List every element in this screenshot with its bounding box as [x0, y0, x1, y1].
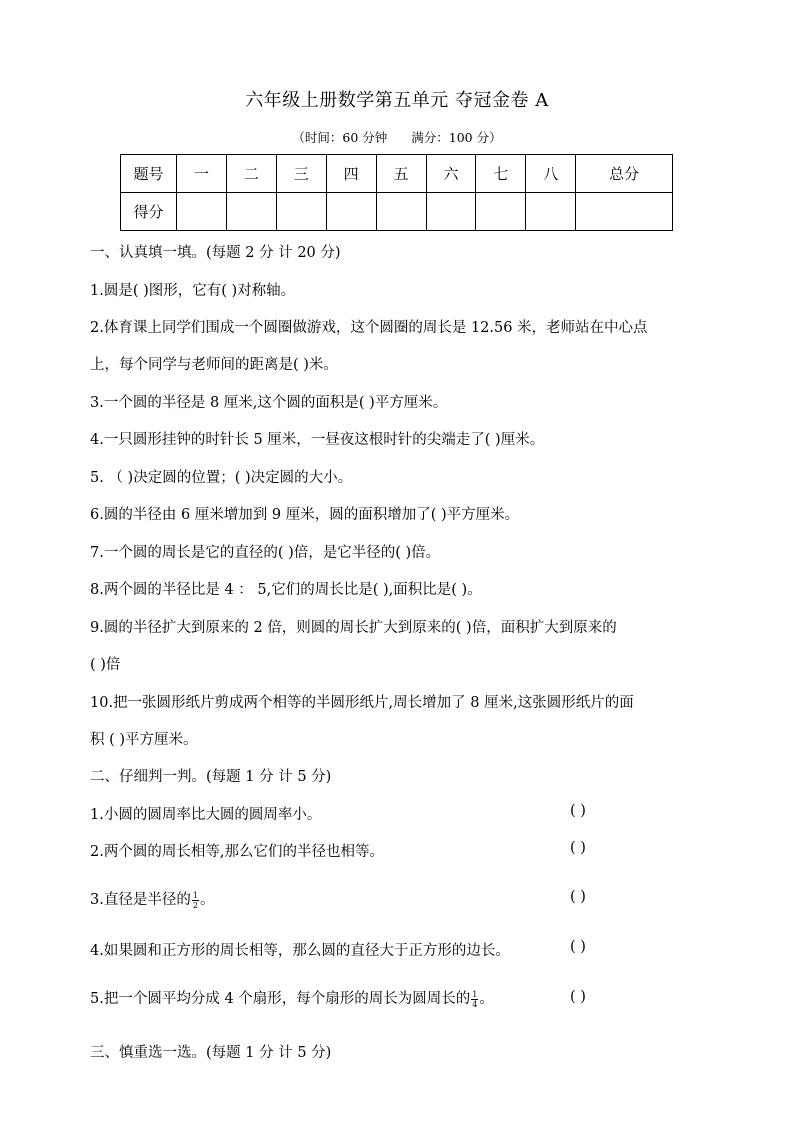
fraction-denominator: 2 [192, 900, 198, 910]
score-input-cell[interactable] [576, 193, 673, 231]
question-2-5-text: 5.把一个圆平均分成 4 个扇形，每个扇形的周长为圆周长的 [90, 991, 471, 1007]
question-1-6: 6.圆的半径由 6 厘米增加到 9 厘米，圆的面积增加了( )平方厘米。 [90, 507, 520, 523]
question-1-10-line1: 10.把一张圆形纸片剪成两个相等的半圆形纸片,周长增加了 8 厘米,这张圆形纸片的面 [90, 695, 634, 711]
question-1-7: 7.一个圆的周长是它的直径的( )倍，是它半径的( )倍。 [90, 545, 441, 561]
score-table-cell: 三 [276, 155, 326, 193]
score-table-cell: 二 [226, 155, 276, 193]
score-table-cell: 八 [526, 155, 576, 193]
score-input-cell[interactable] [177, 193, 227, 231]
score-table-score-row [121, 193, 673, 231]
question-1-3: 3.一个圆的半径是 8 厘米,这个圆的面积是( )平方厘米。 [90, 395, 448, 411]
fraction-numerator: 1 [192, 890, 198, 900]
time-limit: （时间：60 分钟 [292, 130, 388, 145]
question-1-5: 5. （ )决定圆的位置；( )决定圆的大小。 [90, 470, 353, 486]
answer-bracket[interactable]: ( ) [570, 803, 586, 819]
page-title: 六年级上册数学第五单元 夺冠金卷 A [245, 90, 549, 111]
question-2-3 [90, 888, 214, 910]
question-2-5-end: 。 [479, 991, 494, 1007]
score-input-cell[interactable] [326, 193, 376, 231]
question-2-5 [90, 987, 494, 1009]
score-table-cell: 七 [476, 155, 526, 193]
fraction-numerator: 1 [472, 989, 478, 999]
score-table-cell: 总分 [576, 155, 673, 193]
score-input-cell[interactable] [276, 193, 326, 231]
answer-bracket[interactable]: ( ) [570, 840, 586, 856]
question-2-4: 4.如果圆和正方形的周长相等，那么圆的直径大于正方形的边长。 [90, 943, 510, 959]
score-table [120, 154, 673, 231]
question-1-10-line2: 积 ( )平方厘米。 [90, 732, 198, 748]
score-row-label: 得分 [121, 193, 177, 231]
score-input-cell[interactable] [476, 193, 526, 231]
section3-heading: 三、慎重选一选。(每题 1 分 计 5 分) [90, 1045, 332, 1061]
fraction [192, 891, 199, 910]
score-table-cell: 题号 [121, 155, 177, 193]
score-table-header-row [121, 155, 673, 193]
score-input-cell[interactable] [226, 193, 276, 231]
score-input-cell[interactable] [526, 193, 576, 231]
score-input-cell[interactable] [426, 193, 476, 231]
question-1-2-line2: 上，每个同学与老师间的距离是( )米。 [90, 357, 338, 373]
score-table-cell: 四 [326, 155, 376, 193]
question-2-3-end: 。 [199, 892, 215, 908]
question-1-1: 1.圆是( )图形，它有( )对称轴。 [90, 283, 296, 299]
question-2-1: 1.小圆的圆周率比大圆的圆周率小。 [90, 807, 322, 823]
question-1-2-line1: 2.体育课上同学们围成一个圆圈做游戏，这个圆圈的周长是 12.56 米，老师站在中心点 [90, 320, 648, 336]
question-1-9-line2: ( )倍 [90, 657, 121, 673]
score-table-cell: 六 [426, 155, 476, 193]
section1-heading: 一、认真填一填。(每题 2 分 计 20 分) [90, 245, 341, 261]
score-input-cell[interactable] [376, 193, 426, 231]
exam-info [0, 128, 794, 146]
question-1-8: 8.两个圆的半径比是 4 ： 5,它们的周长比是( ),面积比是( )。 [90, 582, 482, 598]
answer-bracket[interactable]: ( ) [570, 939, 586, 955]
answer-bracket[interactable]: ( ) [570, 989, 586, 1005]
score-table-cell: 五 [376, 155, 426, 193]
answer-bracket[interactable]: ( ) [570, 889, 586, 905]
section2-heading: 二、仔细判一判。(每题 1 分 计 5 分) [90, 769, 332, 785]
fraction [471, 990, 478, 1009]
question-2-3-text: 3.直径是半径的 [90, 892, 191, 908]
full-score: 满分：100 分） [411, 130, 502, 145]
question-1-4: 4.一只圆形挂钟的时针长 5 厘米，一昼夜这根时针的尖端走了( )厘米。 [90, 432, 545, 448]
question-2-2: 2.两个圆的周长相等,那么它们的半径也相等。 [90, 844, 384, 860]
question-1-9-line1: 9.圆的半径扩大到原来的 2 倍，则圆的周长扩大到原来的( )倍，面积扩大到原来的 [90, 620, 617, 636]
fraction-denominator: 4 [472, 999, 478, 1009]
score-table-cell: 一 [177, 155, 227, 193]
